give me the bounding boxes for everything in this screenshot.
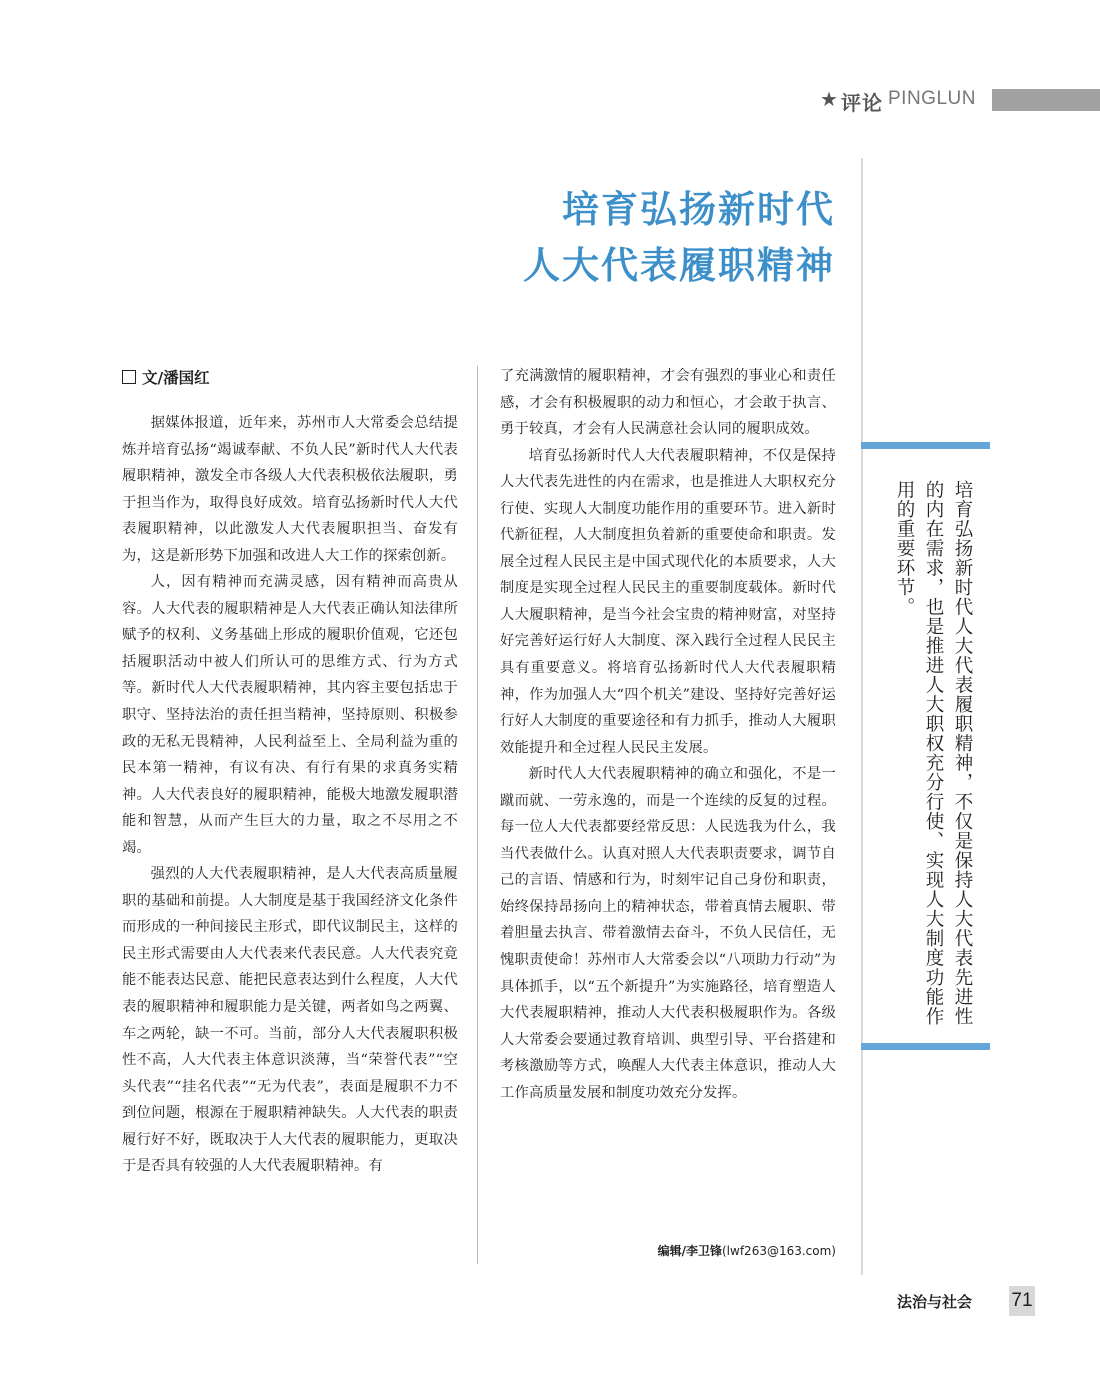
paragraph: 据媒体报道，近年来，苏州市人大常委会总结提炼并培育弘扬“竭诚奉献、不负人民”新时代人大代表履职精神，激发全市各级人大代表积极依法履职，勇于担当作为，取得良好成效。培育弘扬新时代人大代表履职精神，以此激发人大代表履职担当、奋发有为，这是新形势下加强和改进人大工作的探索创新。 (122, 415, 458, 564)
body-column-2 (500, 363, 836, 1106)
title-line-2: 人大代表履职精神 (523, 244, 835, 287)
section-header (0, 85, 1100, 115)
editor-label: 编辑/李卫锋 (657, 1244, 722, 1258)
paragraph: 新时代人大代表履职精神的确立和强化，不是一蹴而就、一劳永逸的，而是一个连续的反复的过程。每一位人大代表都要经常反思：人民选我为什么，我当代表做什么。认真对照人大代表职责要求，调节自己的言语、情感和行为，时刻牢记自己身份和职责，始终保持昂扬向上的精神状态，带着真情去履职、带着胆量去执言、带着激情去奋斗，不负人民信任，无愧职责使命！苏州市人大常委会以“八项助力行动”为具体抓手，以“五个新提升”为实施路径，培育塑造人大代表履职精神，推动人大代表积极履职作为。各级人大常委会要通过教育培训、典型引导、平台搭建和考核激励等方式，唤醒人大代表主体意识，推动人大工作高质量发展和制度功效充分发挥。 (500, 766, 836, 1101)
section-label: 评论 (841, 91, 883, 115)
title-line-1: 培育弘扬新时代 (562, 188, 835, 231)
pull-quote-bar-top (861, 442, 990, 449)
star-icon: ★ (820, 87, 838, 111)
article-title (440, 182, 835, 294)
editor-credit (500, 1242, 836, 1259)
section-bar (992, 89, 1100, 111)
section-label-en: PINGLUN (888, 88, 976, 109)
pull-quote-bar-bottom (861, 1043, 990, 1050)
square-icon (122, 370, 136, 384)
pull-quote: 培育弘扬新时代人大代表履职精神，不仅是保持人大代表先进性的内在需求，也是推进人大职权充分行使、实现人大制度功能作用的重要环节。 (894, 480, 973, 1026)
body-column-1 (122, 410, 458, 1180)
editor-email: (lwf263@163.com) (722, 1244, 836, 1258)
column-divider (477, 366, 478, 1264)
sidebar-divider (861, 158, 863, 1275)
paragraph: 培育弘扬新时代人大代表履职精神，不仅是保持人大代表先进性的内在需求，也是推进人大职权充分行使、实现人大制度功能作用的重要环节。进入新时代新征程，人大制度担负着新的重要使命和职责。发展全过程人民民主是中国式现代化的本质要求，人大制度是实现全过程人民民主的重要制度载体。新时代人大履职精神，是当今社会宝贵的精神财富，对坚持好完善好运行好人大制度、深入践行全过程人民民主具有重要意义。将培育弘扬新时代人大代表履职精神，作为加强人大“四个机关”建设、坚持好完善好运行好人大制度的重要途径和有力抓手，推动人大履职效能提升和全过程人民民主发展。 (500, 447, 836, 756)
author-byline (122, 366, 210, 388)
author-name: 文/潘国红 (142, 369, 210, 387)
paragraph: 人，因有精神而充满灵感，因有精神而高贵从容。人大代表的履职精神是人大代表正确认知法律所赋予的权利、义务基础上形成的履职价值观，它还包括履职活动中被人们所认可的思维方式、行为方式等。新时代人大代表履职精神，其内容主要包括忠于职守、坚持法治的责任担当精神，坚持原则、积极参政的无私无畏精神，人民利益至上、全局利益为重的民本第一精神，有议有决、有行有果的求真务实精神。人大代表良好的履职精神，能极大地激发履职潜能和智慧，从而产生巨大的力量，取之不尽用之不竭。 (122, 574, 458, 856)
paragraph: 了充满激情的履职精神，才会有强烈的事业心和责任感，才会有积极履职的动力和恒心，才会敢于执言、勇于较真，才会有人民满意社会认同的履职成效。 (500, 368, 836, 438)
publication-name: 法治与社会 (897, 1293, 973, 1311)
page-number: 71 (1009, 1286, 1035, 1316)
paragraph: 强烈的人大代表履职精神，是人大代表高质量履职的基础和前提。人大制度是基于我国经济文化条件而形成的一种间接民主形式，即代议制民主，这样的民主形式需要由人大代表来代表民意。人大代表究竟能不能表达民意、能把民意表达到什么程度，人大代表的履职精神和履职能力是关键，两者如鸟之两翼、车之两轮，缺一不可。当前，部分人大代表履职积极性不高，人大代表主体意识淡薄，当“荣誉代表”“空头代表”“挂名代表”“无为代表”，表面是履职不力不到位问题，根源在于履职精神缺失。人大代表的职责履行好不好，既取决于人大代表的履职能力，更取决于是否具有较强的人大代表履职精神。有 (122, 866, 458, 1175)
